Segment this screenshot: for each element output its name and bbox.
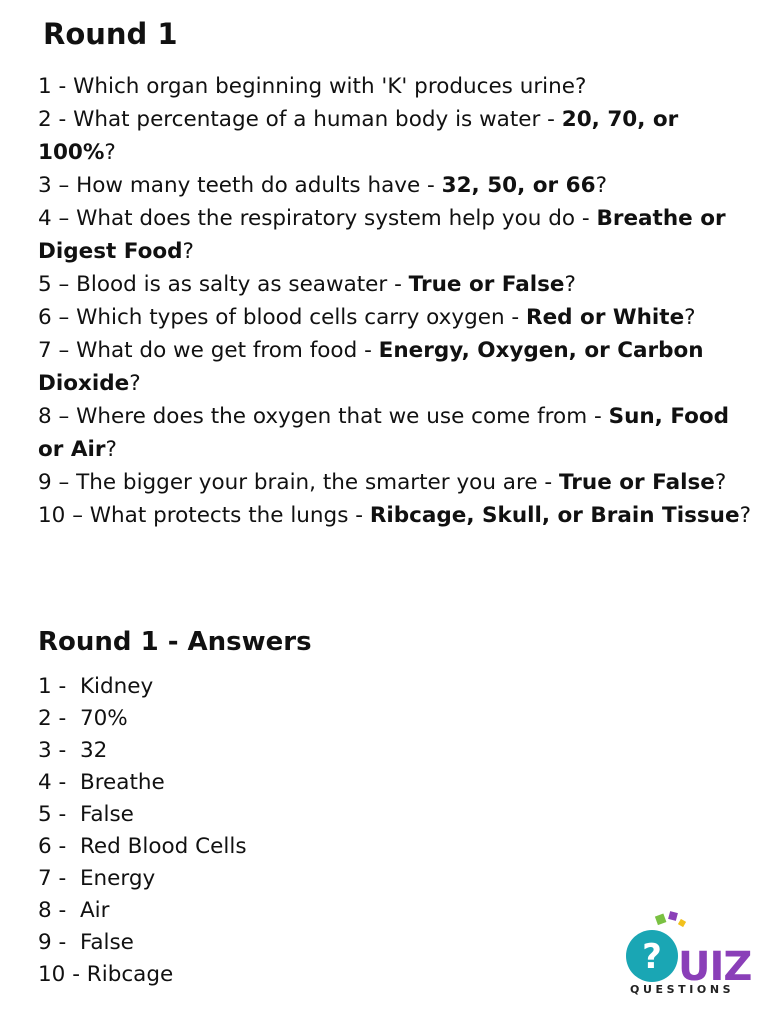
question-tail: ? <box>182 239 194 264</box>
question-tail: ? <box>595 173 607 198</box>
question-item <box>38 202 753 268</box>
confetti-shape <box>668 911 678 921</box>
question-item <box>38 70 753 103</box>
question-text: 6 – Which types of blood cells carry oxygen - <box>38 305 527 330</box>
question-tail: ? <box>104 140 116 165</box>
question-item <box>38 268 753 301</box>
question-options: Red or White <box>526 305 685 330</box>
confetti-shape <box>655 914 667 926</box>
question-options: Ribcage, Skull, or Brain Tissue <box>369 503 740 528</box>
question-options: Energy, Oxygen, or Carbon Dioxide <box>38 338 704 396</box>
confetti-shape <box>678 919 686 927</box>
question-item <box>38 499 753 532</box>
question-tail: ? <box>105 437 117 462</box>
question-tail: ? <box>739 503 751 528</box>
question-item <box>38 169 753 202</box>
answer-item: 7 - Energy <box>38 866 156 891</box>
question-tail: ? <box>564 272 576 297</box>
question-text: 4 – What does the respiratory system help you do - <box>38 206 597 231</box>
answer-item: 9 - False <box>38 930 134 955</box>
round-title: Round 1 <box>43 17 178 51</box>
question-options: True or False <box>559 470 715 495</box>
answer-item: 2 - 70% <box>38 706 128 731</box>
question-text: 8 – Where does the oxygen that we use come from - <box>38 404 609 429</box>
question-text: 7 – What do we get from food - <box>38 338 379 363</box>
question-tail: ? <box>129 371 141 396</box>
question-text: 10 – What protects the lungs - <box>38 503 370 528</box>
question-list <box>38 70 753 532</box>
answer-item: 6 - Red Blood Cells <box>38 834 247 859</box>
answer-item: 3 - 32 <box>38 738 108 763</box>
answer-item: 10 - Ribcage <box>38 962 174 987</box>
question-options: Breathe or Digest Food <box>38 206 726 264</box>
question-options: Sun, Food or Air <box>38 404 730 462</box>
question-text: 5 – Blood is as salty as seawater - <box>38 272 409 297</box>
question-text: 9 – The bigger your brain, the smarter you are - <box>38 470 559 495</box>
question-item <box>38 400 753 466</box>
question-text: 1 - Which organ beginning with 'K' produces urine? <box>38 74 587 99</box>
question-item <box>38 466 753 499</box>
question-item <box>38 334 753 400</box>
question-options: 32, 50, or 66 <box>441 173 596 198</box>
question-text: 3 – How many teeth do adults have - <box>38 173 442 198</box>
answer-list <box>38 671 538 991</box>
answer-item: 1 - Kidney <box>38 674 154 699</box>
question-options: True or False <box>408 272 565 297</box>
question-item <box>38 103 753 169</box>
question-options: 20, 70, or 100% <box>38 107 679 165</box>
logo-caption: QUESTIONS <box>630 983 735 996</box>
question-text: 2 - What percentage of a human body is water - <box>38 107 562 132</box>
logo-word: UIZ <box>678 944 752 990</box>
question-tail: ? <box>714 470 727 495</box>
question-tail: ? <box>684 305 696 330</box>
question-mark-icon: ? <box>642 937 662 977</box>
question-item <box>38 301 753 334</box>
answer-item: 4 - Breathe <box>38 770 165 795</box>
answer-item: 8 - Air <box>38 898 110 923</box>
answer-item: 5 - False <box>38 802 134 827</box>
answers-title: Round 1 - Answers <box>38 627 312 657</box>
